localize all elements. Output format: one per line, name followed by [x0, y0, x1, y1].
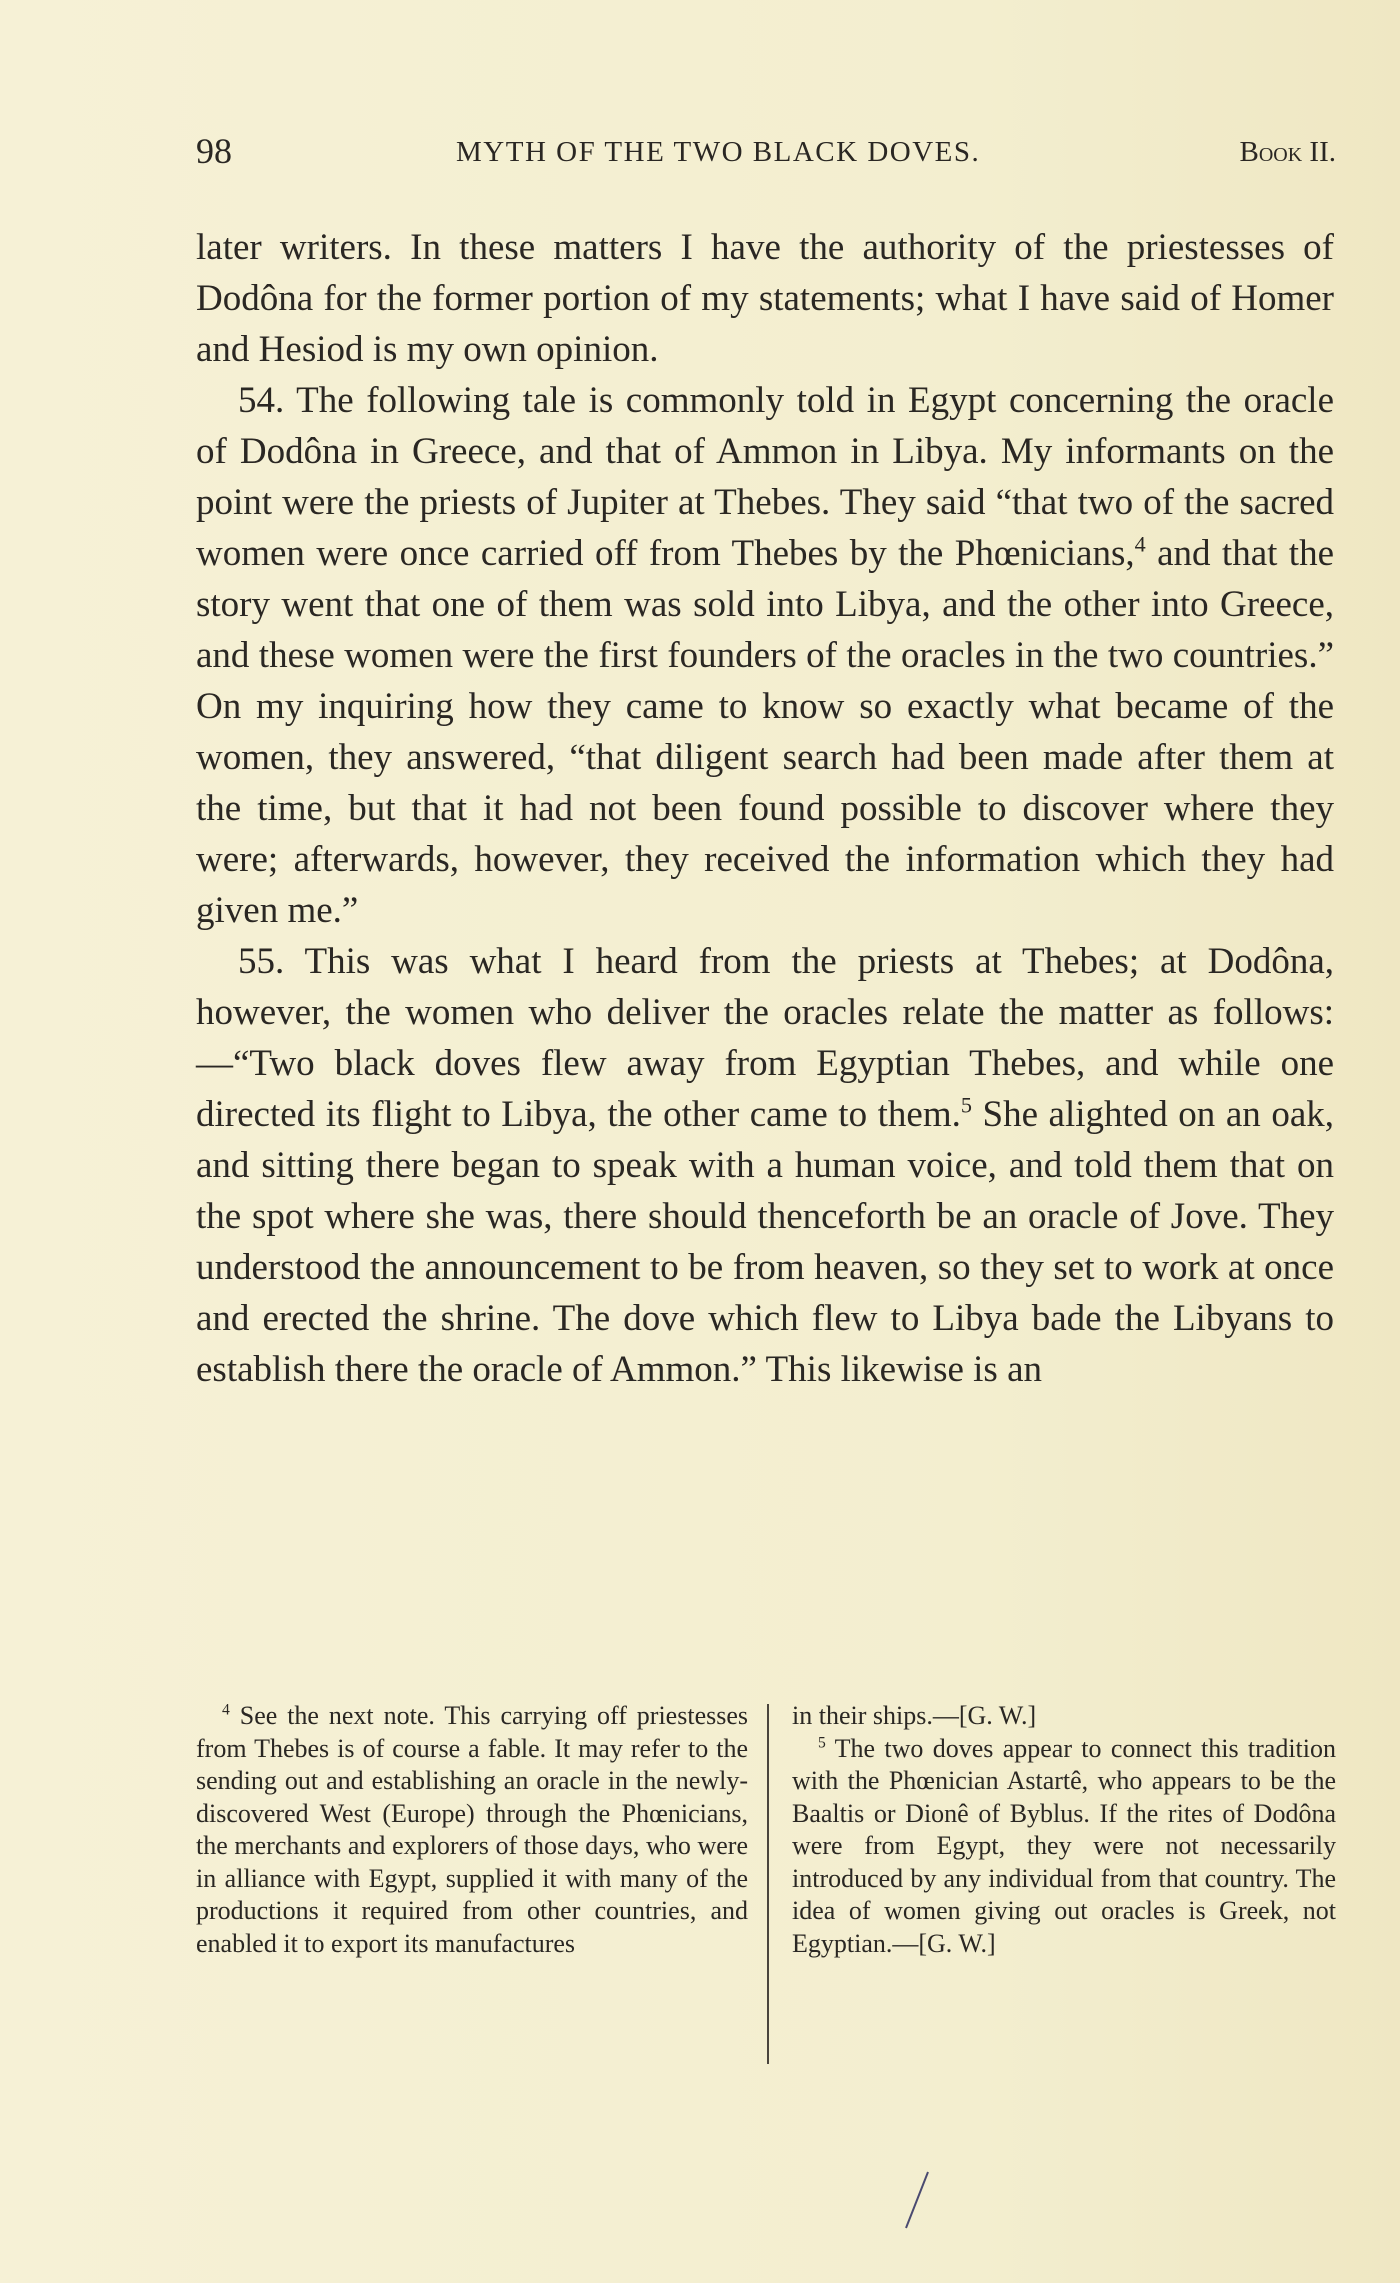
footnote-column-left	[196, 1700, 748, 1960]
paragraph-55: 55. This was what I heard from the priests at Thebes; at Dodôna, however, the women who deliver the oracles relate the matter as follows:—“Two black doves flew away from Egyptian Thebes, and while one directed its flight to Libya, the other came to them.$^5$ She alighted on an oak, and sitting there began to speak with a human voice, and told them that on the spot where she was, there should thenceforth be an oracle of Jove. They understood the announcement to be from heaven, so they set to work at once and erected the shrine. The dove which flew to Libya bade the Libyans to establish there the oracle of Ammon.” This likewise is an	[196, 941, 1334, 1390]
book-label: Book II.	[1239, 136, 1336, 168]
footnote-5-marker: 5	[818, 1733, 826, 1751]
footnote-4: $^4$ See the next note. This carrying off priestesses from Thebes is of course a fable. It may refer to the sending out and establishing an oracle in the newly-discovered West (Europe) through the Phœnicians, the merchants and explorers of those days, who were in alliance with Egypt, supplied it with many of the productions it required from other countries, and enabled it to export its manufactures	[196, 1701, 748, 1958]
footnote-4-marker: 4	[222, 1701, 230, 1719]
footnotes	[196, 1700, 1336, 2070]
footnote-ref-5: 5	[960, 1092, 972, 1118]
footnote-ref-4: 4	[1134, 531, 1146, 557]
page-number: 98	[196, 131, 232, 171]
running-title: MYTH OF THE TWO BLACK DOVES.	[456, 136, 981, 168]
page-header	[196, 130, 1336, 180]
pencil-mark-icon	[902, 2170, 932, 2230]
footnote-column-right	[792, 1700, 1336, 1960]
footnote-divider	[767, 1704, 769, 2064]
main-text	[196, 222, 1334, 1395]
footnote-5: $^5$ The two doves appear to connect this tradition with the Phœnician Astartê, who appears to be the Baaltis or Dionê of Byblus. If the rites of Dodôna were from Egypt, they were not necessarily introduced by any individual from that country. The idea of women giving out oracles is Greek, not Egyptian.—[G. W.]	[792, 1733, 1336, 1958]
paragraph-continuation: later writers. In these matters I have the authority of the priestesses of Dodôna for the former portion of my statements; what I have said of Homer and Hesiod is my own opinion.	[196, 227, 1334, 370]
paragraph-54: 54. The following tale is commonly told in Egypt concerning the oracle of Dodôna in Greece, and that of Ammon in Libya. My informants on the point were the priests of Jupiter at Thebes. They said “that two of the sacred women were once carried off from Thebes by the Phœnicians,$^4$ and that the story went that one of them was sold into Libya, and the other into Greece, and these women were the first founders of the oracles in the two countries.” On my inquiring how they came to know so exactly what became of the women, they answered, “that diligent search had been made after them at the time, but that it had not been found possible to discover where they were; afterwards, however, they received the information which they had given me.”	[196, 380, 1335, 931]
footnote-4-continued: in their ships.—[G. W.]	[792, 1701, 1037, 1730]
